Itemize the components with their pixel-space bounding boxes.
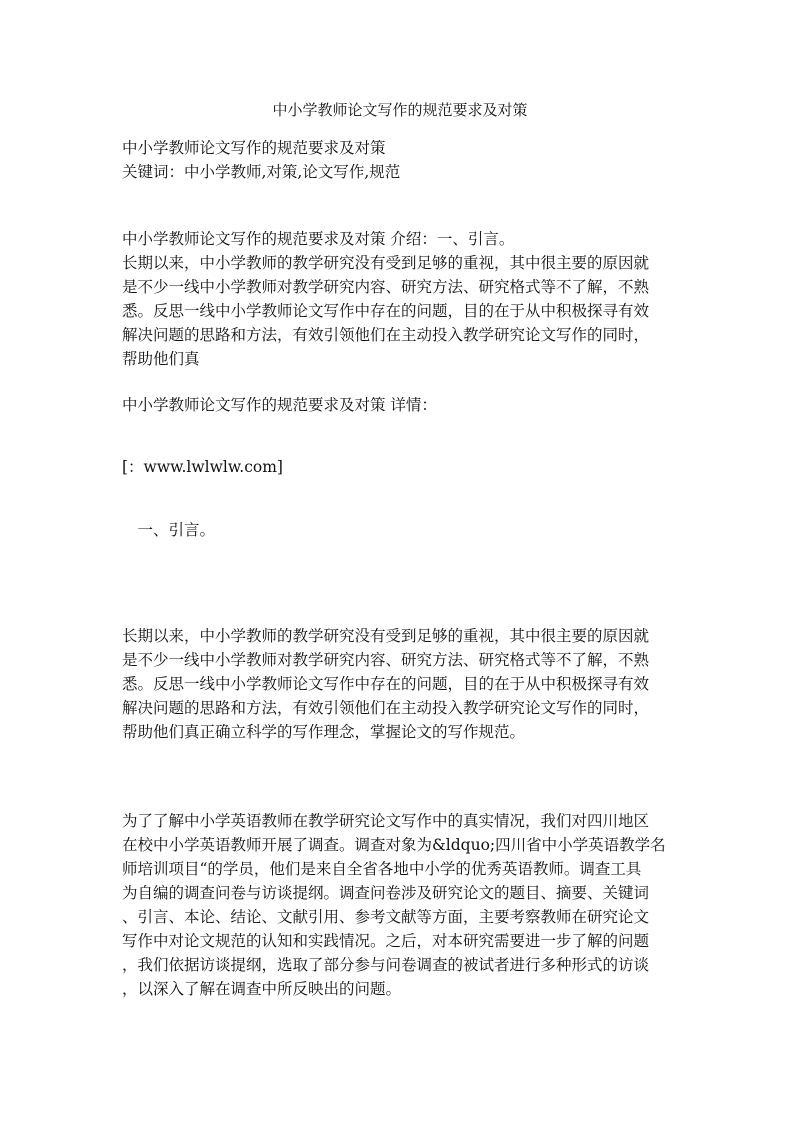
paragraph-line: 是不少一线中小学教师对教学研究内容、研究方法、研究格式等不了解，不熟: [122, 651, 650, 669]
details-heading: 中小学教师论文写作的规范要求及对策 详情：: [122, 396, 437, 414]
intro-line: 帮助他们真: [122, 350, 200, 368]
paragraph-1: [122, 624, 678, 744]
paragraph-line: 为了了解中小学英语教师在教学研究论文写作中的真实情况，我们对四川地区: [122, 812, 650, 830]
paragraph-line: 帮助他们真正确立科学的写作理念，掌握论文的写作规范。: [122, 723, 526, 741]
paragraph-line: 解决问题的思路和方法，有效引领他们在主动投入教学研究论文写作的同时，: [122, 699, 650, 717]
intro-line: 长期以来，中小学教师的教学研究没有受到足够的重视，其中很主要的原因就: [122, 254, 650, 272]
subtitle: 中小学教师论文写作的规范要求及对策: [122, 139, 386, 157]
paragraph-line: 、引言、本论、结论、文献引用、参考文献等方面，主要考察教师在研究论文: [122, 908, 650, 926]
paragraph-line: 为自编的调查问卷与访谈提纲。调查问卷涉及研究论文的题目、摘要、关键词: [122, 884, 650, 902]
intro-line: 解决问题的思路和方法，有效引领他们在主动投入教学研究论文写作的同时，: [122, 326, 650, 344]
header-block: [122, 136, 678, 184]
paragraph-line: ，我们依据访谈提纲，选取了部分参与问卷调查的被试者进行多种形式的访谈: [122, 956, 650, 974]
paragraph-line: 在校中小学英语教师开展了调查。调查对象为&ldquo;四川省中小学英语教学名: [122, 836, 666, 854]
intro-line: 中小学教师论文写作的规范要求及对策 介绍：一、引言。: [122, 230, 515, 248]
document-title: 中小学教师论文写作的规范要求及对策: [272, 101, 528, 119]
paragraph-line: 师培训项目“的学员，他们是来自全省各地中小学的优秀英语教师。调查工具: [122, 860, 642, 878]
paragraph-line: ，以深入了解在调查中所反映出的问题。: [122, 980, 402, 998]
section-heading: 一、引言。: [122, 521, 216, 539]
keywords: 关键词：中小学教师,对策,论文写作,规范: [122, 163, 401, 181]
paragraph-line: 长期以来，中小学教师的教学研究没有受到足够的重视，其中很主要的原因就: [122, 627, 650, 645]
paragraph-line: 悉。反思一线中小学教师论文写作中存在的问题，目的在于从中积极探寻有效: [122, 675, 650, 693]
source-link: [：www.lwlwlw.com]: [122, 458, 283, 476]
intro-block: [122, 227, 678, 371]
paragraph-line: 写作中对论文规范的认知和实践情况。之后，对本研究需要进一步了解的问题: [122, 932, 650, 950]
intro-line: 是不少一线中小学教师对教学研究内容、研究方法、研究格式等不了解，不熟: [122, 278, 650, 296]
intro-line: 悉。反思一线中小学教师论文写作中存在的问题，目的在于从中积极探寻有效: [122, 302, 650, 320]
paragraph-2: [122, 809, 678, 1001]
